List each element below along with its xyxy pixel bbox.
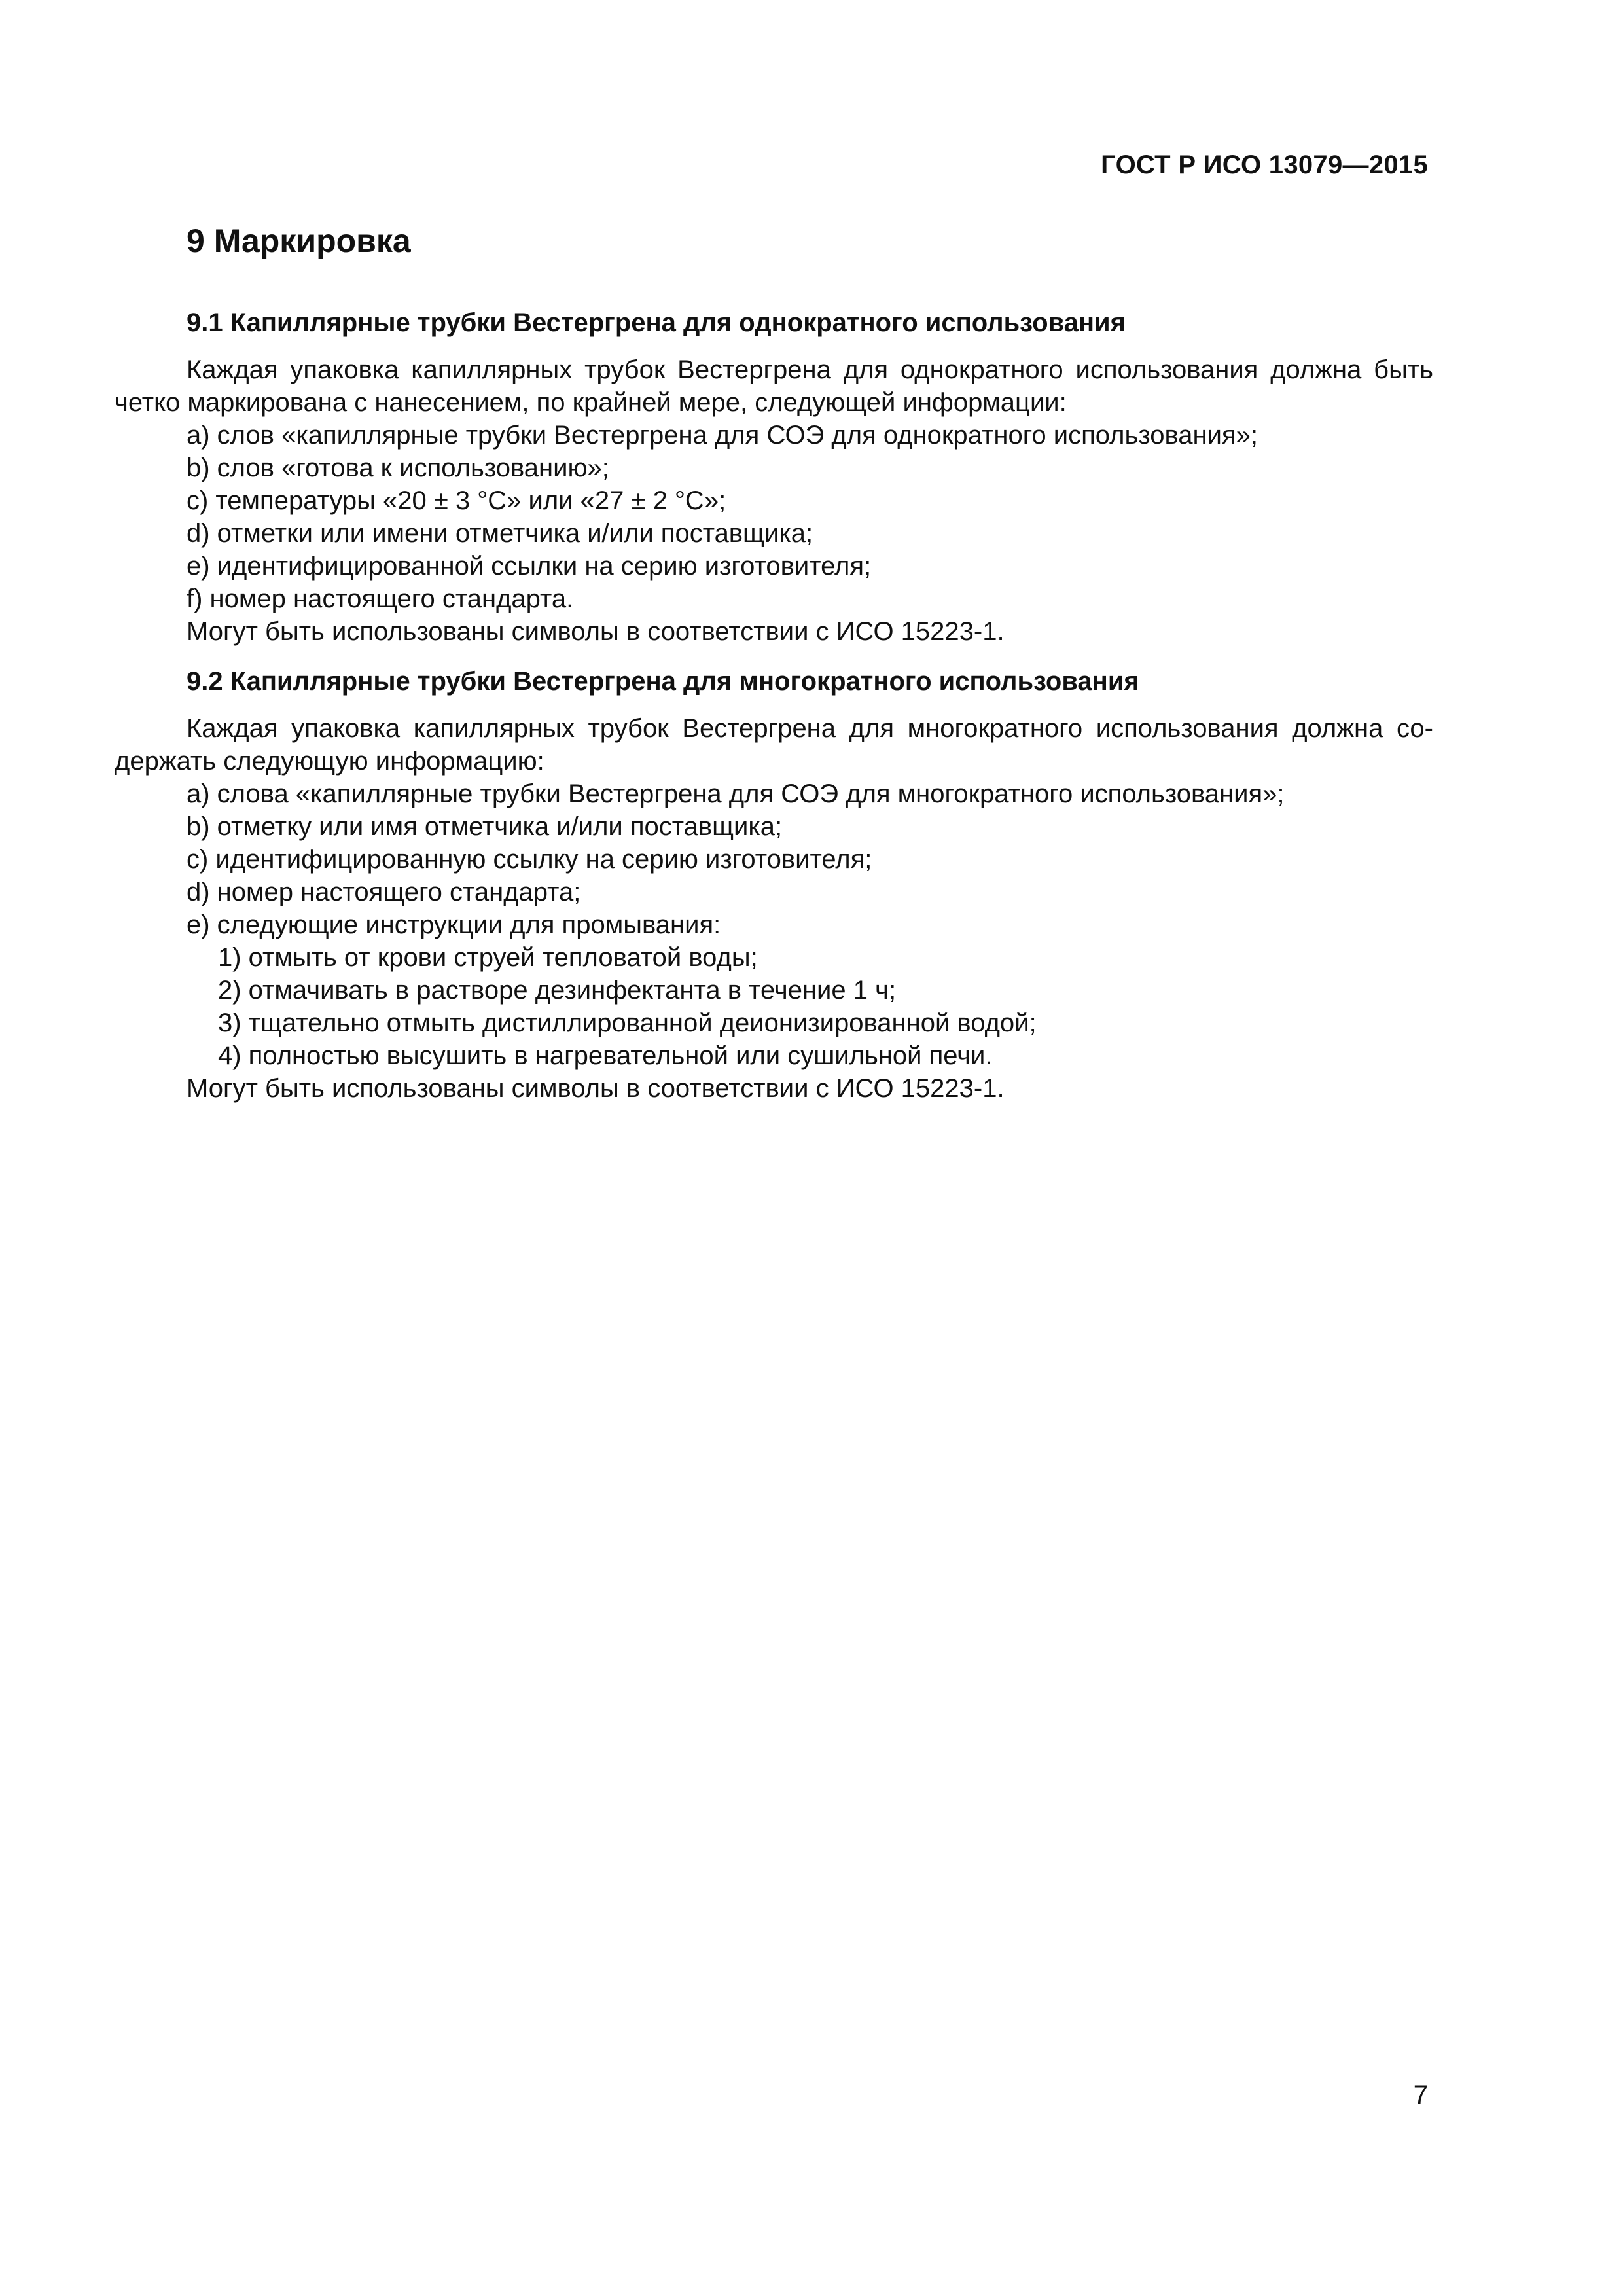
list-item: a) слова «капиллярные трубки Вестергрена для СОЭ для многократного использования»; <box>187 780 1285 808</box>
list-item: c) температуры «20 ± 3 °С» или «27 ± 2 °С»; <box>187 486 726 515</box>
list-item: c) идентифицированную ссылку на серию изготовителя; <box>187 845 872 874</box>
list-item: a) слов «капиллярные трубки Вестергрена для СОЭ для однократного использования»; <box>187 421 1258 450</box>
list-item: e) идентифицированной ссылки на серию изготовителя; <box>187 552 872 581</box>
page-number: 7 <box>1413 2081 1428 2109</box>
list-item: b) отметку или имя отметчика и/или поставщика; <box>187 812 783 841</box>
page-content <box>115 221 1433 1105</box>
subsection-title-9-1: 9.1 Капиллярные трубки Вестергрена для однократного использования <box>187 308 1126 337</box>
subsection-9-2-intro: Каждая упаковка капиллярных трубок Вестергрена для многократного использования должна со-держать следующую информацию: <box>115 714 1433 776</box>
subsection-title-9-2: 9.2 Капиллярные трубки Вестергрена для многократного использования <box>187 667 1139 696</box>
list-item: b) слов «готова к использованию»; <box>187 454 609 482</box>
document-code: ГОСТ Р ИСО 13079—2015 <box>1101 151 1428 179</box>
list-subitem: 3) тщательно отмыть дистиллированной деионизированной водой; <box>218 1009 1037 1037</box>
subsection-9-1-intro: Каждая упаковка капиллярных трубок Вестергрена для однократного использования должна быть четко маркирована с нанесением, по крайней мере, следующей информации: <box>115 355 1433 417</box>
list-subitem: 4) полностью высушить в нагревательной или сушильной печи. <box>218 1041 993 1070</box>
list-item: d) отметки или имени отметчика и/или поставщика; <box>187 519 813 548</box>
list-subitem: 1) отмыть от крови струей тепловатой воды; <box>218 943 758 972</box>
subsection-9-2-note: Могут быть использованы символы в соответствии с ИСО 15223-1. <box>187 1074 1005 1103</box>
list-subitem: 2) отмачивать в растворе дезинфектанта в течение 1 ч; <box>218 976 897 1005</box>
list-item: e) следующие инструкции для промывания: <box>187 910 721 939</box>
section-title: 9 Маркировка <box>187 223 411 259</box>
subsection-9-1-note: Могут быть использованы символы в соответствии с ИСО 15223-1. <box>187 617 1005 646</box>
list-item: f) номер настоящего стандарта. <box>187 584 574 613</box>
list-item: d) номер настоящего стандарта; <box>187 878 581 906</box>
